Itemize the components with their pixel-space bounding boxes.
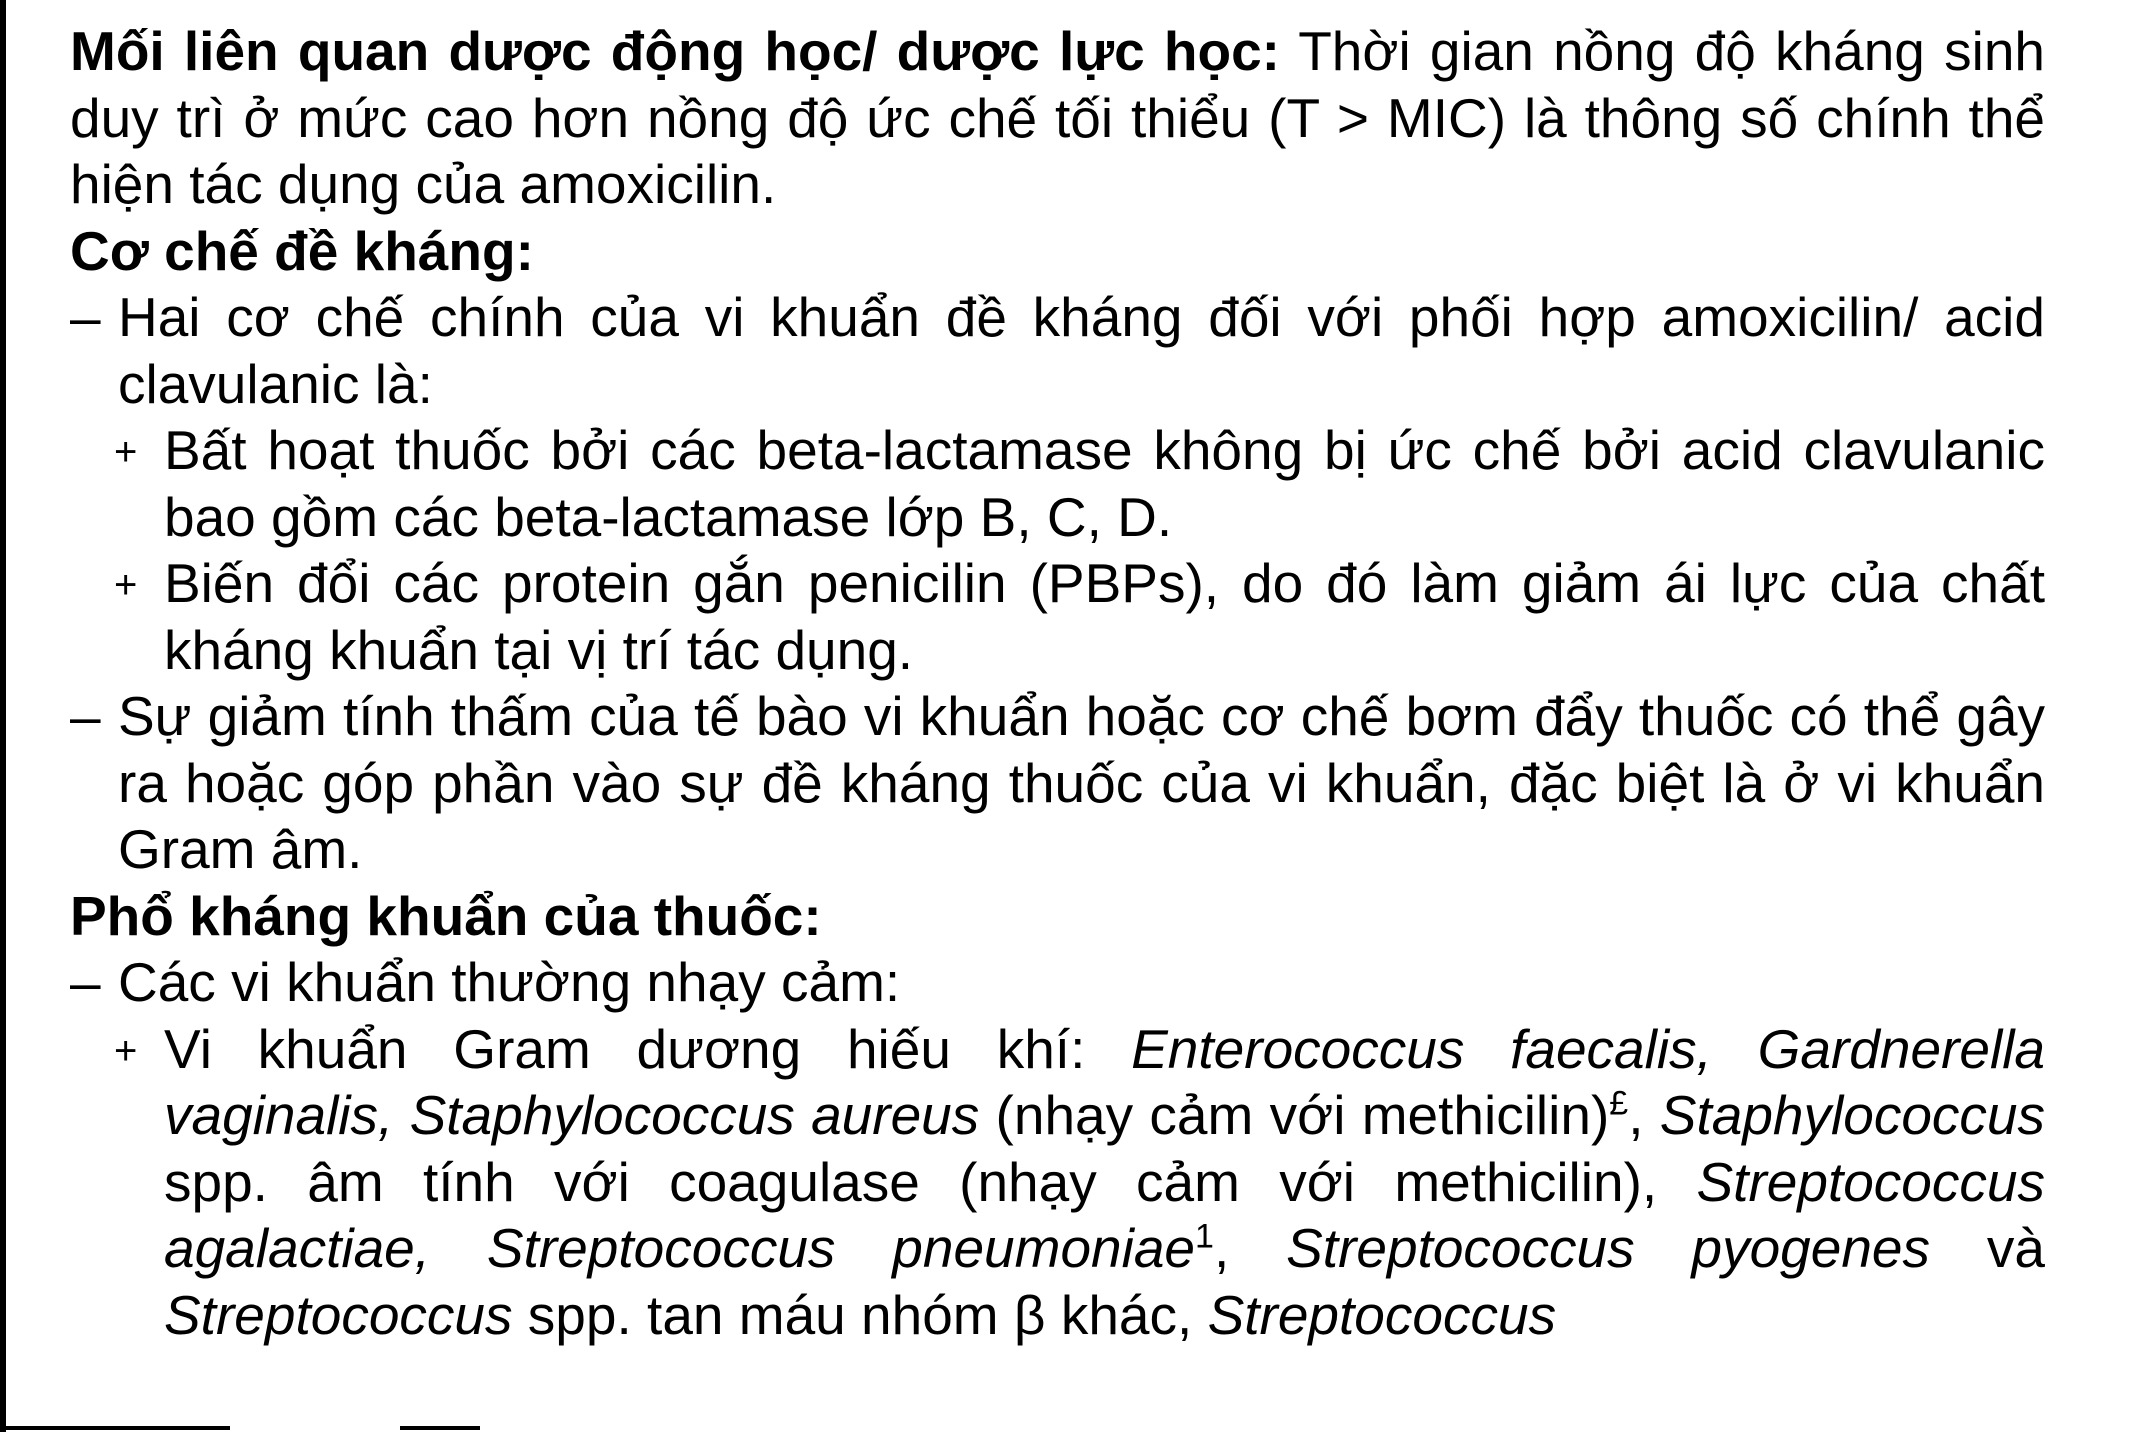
resistance-plus-item-2	[70, 550, 2045, 683]
resistance-dash-item-2	[70, 683, 2045, 883]
species-name: Streptococcus agalactiae, Streptococcus pneumoniae	[164, 1150, 2045, 1279]
spectrum-plus-item-1	[70, 1016, 2045, 1349]
pk-pd-heading: Mối liên quan dược động học/ dược lực học:	[70, 20, 1280, 82]
document-content	[70, 18, 2045, 1348]
spectrum-dash-item-1	[70, 949, 2045, 1016]
pk-pd-text: Thời gian nồng độ kháng sinh duy trì ở mức cao hơn nồng độ ức chế tối thiểu (T > MIC) là thông số chính thể hiện tác dụng của amoxicilin.	[70, 20, 2045, 215]
plus-marker: +	[114, 430, 138, 474]
resistance-plus-text-1: Bất hoạt thuốc bởi các beta-lactamase không bị ức chế bởi acid clavulanic bao gồm các beta-lactamase lớp B, C, D.	[164, 419, 2045, 548]
dash-marker: –	[70, 951, 101, 1013]
species-name: Streptococcus pyogenes	[1286, 1217, 1931, 1279]
footnote-marker: £	[1609, 1084, 1629, 1123]
pk-pd-paragraph	[70, 18, 2045, 218]
gram-positive-text: spp. âm tính với coagulase (nhạy cảm với methicilin),	[164, 1150, 1697, 1213]
gram-positive-text: (nhạy cảm với methicilin)	[979, 1084, 1610, 1146]
footnote-marker: 1	[1195, 1217, 1214, 1256]
dash-marker: –	[70, 286, 101, 348]
resistance-heading: Cơ chế đề kháng:	[70, 219, 534, 282]
gram-positive-text: ,	[1213, 1217, 1287, 1279]
plus-marker: +	[114, 1028, 138, 1073]
plus-marker: +	[114, 563, 138, 607]
gram-positive-text: và	[1930, 1217, 2045, 1279]
gram-positive-text: Vi khuẩn Gram dương hiếu khí:	[164, 1017, 1132, 1080]
resistance-plus-item-1	[70, 417, 2045, 550]
spectrum-dash-text-1: Các vi khuẩn thường nhạy cảm:	[118, 951, 901, 1013]
page-border-left	[0, 0, 6, 1432]
species-name: Enterococcus faecalis, Gardnerella vaginalis, Staphylococcus aureus	[164, 1017, 2045, 1146]
resistance-dash-text-1: Hai cơ chế chính của vi khuẩn đề kháng đối với phối hợp amoxicilin/ acid clavulanic là:	[118, 286, 2045, 415]
species-name: Streptococcus	[164, 1283, 513, 1346]
species-name: Streptococcus	[1207, 1283, 1557, 1346]
gram-positive-text: ,	[1628, 1084, 1660, 1146]
spectrum-heading: Phổ kháng khuẩn của thuốc:	[70, 884, 822, 947]
dash-marker: –	[70, 685, 101, 747]
species-name: Staphylococcus	[1659, 1084, 2045, 1146]
gram-positive-text: spp. tan máu nhóm β khác,	[512, 1283, 1208, 1346]
resistance-dash-item-1	[70, 284, 2045, 417]
page-border-bottom	[0, 1426, 230, 1430]
resistance-plus-text-2: Biến đổi các protein gắn penicilin (PBPs), do đó làm giảm ái lực của chất kháng khuẩn tại vị trí tác dụng.	[164, 552, 2045, 681]
resistance-dash-text-2: Sự giảm tính thấm của tế bào vi khuẩn hoặc cơ chế bơm đẩy thuốc có thể gây ra hoặc góp phần vào sự đề kháng thuốc của vi khuẩn, đặc biệt là ở vi khuẩn Gram âm.	[118, 685, 2045, 880]
page-border-bottom-fragment	[400, 1426, 480, 1430]
